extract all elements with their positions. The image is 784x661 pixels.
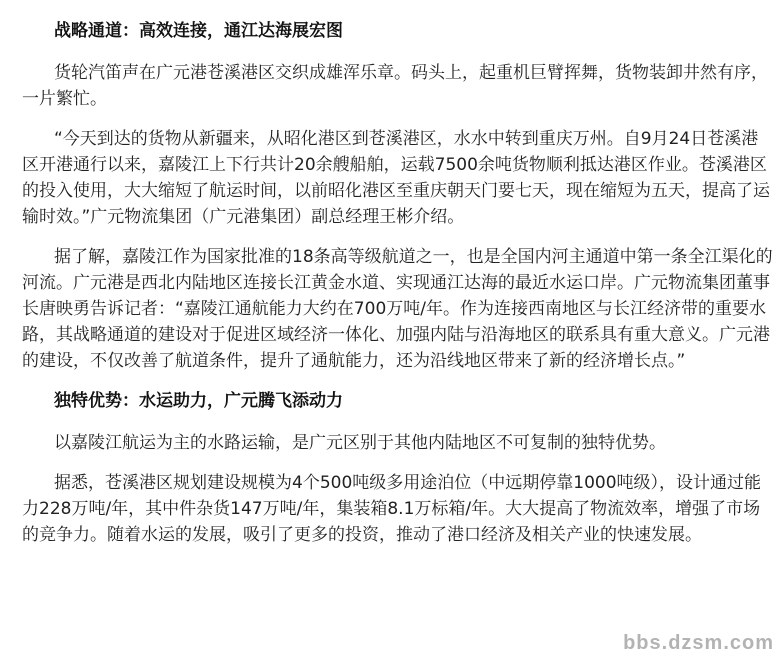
section-heading-strategic-channel: 战略通道：高效连接，通江达海展宏图: [54, 21, 343, 41]
paragraph-quote-wang-bin: “今天到达的货物从新疆来，从昭化港区到苍溪港区，水水中转到重庆万州。自9月24日苍溪港区开港通行以来，嘉陵江上下行共计20余艘船舶，运载7500余吨货物顺利抵达港区作业。苍溪港区的投入使用，大大缩短了航运时间，以前昭化港区至重庆朝天门要七天，现在缩短为五天，提高了运输时效。”广元物流集团（广元港集团）副总经理王彬介绍。: [22, 129, 770, 227]
paragraph-cangxi-port-plan: 据悉，苍溪港区规划建设规模为4个500吨级多用途泊位（中远期停靠1000吨级），设计通过能力228万吨/年，其中件杂货147万吨/年，集装箱8.1万标箱/年。大大提高了物流效率，增强了市场的竞争力。随着水运的发展，吸引了更多的投资，推动了港口经济及相关产业的快速发展。: [22, 473, 762, 545]
paragraph-jialing-river: 据了解，嘉陵江作为国家批准的18条高等级航道之一，也是全国内河主通道中第一条全江渠化的河流。广元港是西北内陆地区连接长江黄金水道、实现通江达海的最近水运口岸。广元物流集团董事长唐映勇告诉记者：“嘉陵江通航能力大约在700万吨/年。作为连接西南地区与长江经济带的重要水路，其战略通道的建设对于促进区域经济一体化、加强内陆与沿海地区的联系具有重大意义。广元港的建设，不仅改善了航道条件，提升了通航能力，还为沿线地区带来了新的经济增长点。”: [22, 247, 773, 371]
paragraph-port-scene: 货轮汽笛声在广元港苍溪港区交织成雄浑乐章。码头上，起重机巨臂挥舞，货物装卸井然有序，一片繁忙。: [22, 63, 768, 109]
paragraph-water-transport: 以嘉陵江航运为主的水路运输，是广元区别于其他内陆地区不可复制的独特优势。: [54, 433, 666, 453]
article-body: [22, 18, 774, 562]
section-heading-unique-advantage: 独特优势：水运助力，广元腾飞添动力: [54, 391, 343, 411]
site-watermark: bbs.dzsm.com: [623, 632, 774, 654]
